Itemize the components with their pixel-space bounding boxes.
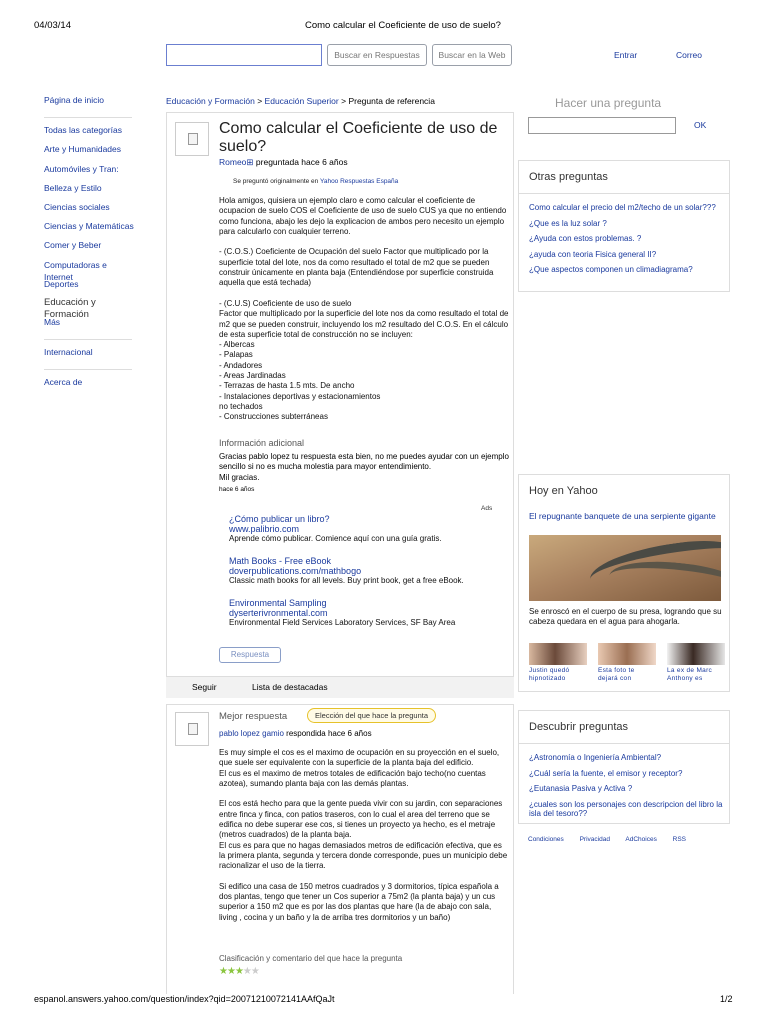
featured-list-button[interactable]: Lista de destacadas xyxy=(252,682,328,692)
original-site-link[interactable]: Yahoo Respuestas España xyxy=(319,178,399,185)
other-question-link[interactable]: ¿ayuda con teoria Fisica general II? xyxy=(529,249,657,259)
other-question-link[interactable]: ¿Que es la luz solar ? xyxy=(529,218,607,228)
ad-description: Classic math books for all levels. Buy print book, get a free eBook. xyxy=(229,576,464,585)
sidebar-item-social-sciences[interactable]: Ciencias sociales xyxy=(44,201,110,212)
breadcrumb-current: Pregunta de referencia xyxy=(348,96,435,106)
sidebar-item-food[interactable]: Comer y Beber xyxy=(44,240,102,251)
breadcrumb-separator: > xyxy=(257,96,263,106)
answerer-name[interactable]: pablo lopez gamio xyxy=(219,729,284,738)
print-title: Como calcular el Coeficiente de uso de suelo? xyxy=(305,20,501,31)
news-thumb-image xyxy=(529,643,587,665)
question-body: Hola amigos, quisiera un ejemplo claro e como calcular el coeficiente de ocupacion de suelo COS el Coeficiente de uso de suelo CUS ya que no entiendo como funciona, abajo les dejo la explicacion de ambos pero necesito un ejemplo para calcularlo con cualquier terreno. - (C.O.S.) Coeficiente de Ocupación del suelo Factor que multiplicado por la superficie total del lote, nos da como resultado el total de m2 que se pueden construir únicamente en planta baja (Entendiéndose por superficie construida aquella que está techada) - (C.U.S) Coeficiente de uso de suelo Factor que multiplicado por la superficie del lote nos da como resultado el total de m2 que se pueden construir, incluyendo los m2 resultado del C.O.S. En el cálculo de esta superficie total de construcción no se incluyen: - Albercas - Palapas - Andadores - Areas Jardinadas - Terrazas de hasta 1.5 mts. De ancho - Instalaciones deportivas y estacionamientos no techados - Construcciones subterráneas xyxy=(219,196,509,422)
sidebar-item-computers[interactable]: Computadoras e Internet xyxy=(44,259,107,282)
news-thumb[interactable] xyxy=(667,643,725,683)
answer-button[interactable]: Respuesta xyxy=(219,647,281,663)
sidebar-item-sports[interactable]: Deportes xyxy=(44,278,79,289)
login-link[interactable]: Entrar xyxy=(614,50,638,60)
star-filled-icon: ★ xyxy=(226,966,235,977)
yahoo-headline-link[interactable]: El repugnante banquete de una serpiente gigante xyxy=(529,511,716,521)
print-page-number: 1/2 xyxy=(720,994,733,1004)
best-answer-label: Mejor respuesta xyxy=(219,711,288,722)
footer-privacy-link[interactable]: Privacidad xyxy=(579,836,610,843)
sidebar-item-international[interactable]: Internacional xyxy=(44,347,93,358)
discover-title: Descubrir preguntas xyxy=(529,721,629,733)
sidebar-item-all-categories[interactable]: Todas las categorías xyxy=(44,125,122,136)
footer-terms-link[interactable]: Condiciones xyxy=(528,836,564,843)
other-question-link[interactable]: ¿Ayuda con estos problemas. ? xyxy=(529,234,642,243)
breadcrumb xyxy=(166,96,435,106)
ad-item[interactable] xyxy=(229,514,509,544)
broken-image-icon xyxy=(188,133,198,145)
ad-item[interactable] xyxy=(229,598,509,628)
ask-ok-button[interactable]: OK xyxy=(694,120,707,130)
other-question-link[interactable]: ¿Que aspectos componen un climadiagrama? xyxy=(529,265,693,274)
ad-url[interactable]: www.palibrio.com xyxy=(229,524,300,534)
search-answers-button[interactable]: Buscar en Respuestas xyxy=(327,44,427,66)
sidebar-item-more[interactable]: Más xyxy=(44,317,61,328)
follow-button[interactable]: Seguir xyxy=(192,682,217,692)
question-meta xyxy=(219,157,348,168)
original-site-note xyxy=(233,178,398,185)
breadcrumb-separator: > xyxy=(341,96,347,106)
print-date: 04/03/14 xyxy=(34,20,71,31)
discover-question-link[interactable]: ¿Astronomía o Ingeniería Ambiental? xyxy=(529,753,662,762)
rating-label: Clasificación y comentario del que hace la pregunta xyxy=(219,954,403,963)
news-thumb-image xyxy=(598,643,656,665)
yahoo-today-title: Hoy en Yahoo xyxy=(529,485,598,497)
rating-stars xyxy=(219,966,259,977)
asked-time: preguntada hace 6 años xyxy=(255,157,348,167)
question-title: Como calcular el Coeficiente de uso de suelo? xyxy=(219,120,498,155)
footer-adchoices-link[interactable]: AdChoices xyxy=(625,836,657,843)
answerer-avatar xyxy=(175,712,209,746)
sidebar-item-arts[interactable]: Arte y Humanidades xyxy=(44,144,122,155)
news-thumb[interactable] xyxy=(529,643,587,683)
footer-links xyxy=(528,836,700,843)
news-thumb[interactable] xyxy=(598,643,656,683)
ads-label: Ads xyxy=(481,505,493,512)
ad-title[interactable]: Environmental Sampling xyxy=(229,598,327,608)
star-empty-icon: ★ xyxy=(250,966,259,977)
box-divider xyxy=(519,743,729,744)
user-avatar xyxy=(175,122,209,156)
answered-time: respondida hace 6 años xyxy=(286,729,372,738)
original-prefix: Se preguntó originalmente en xyxy=(233,178,319,185)
discover-question-link[interactable]: ¿Eutanasia Pasiva y Activa ? xyxy=(529,784,633,793)
ad-url[interactable]: dyserterivronmental.com xyxy=(229,608,328,618)
ask-question-input[interactable] xyxy=(528,117,676,134)
breadcrumb-higher-education[interactable]: Educación Superior xyxy=(264,96,339,106)
news-thumb-caption[interactable]: Justin quedó hipnotizado xyxy=(529,667,570,682)
other-question-link[interactable]: Como calcular el precio del m2/techo de un solar??? xyxy=(529,203,716,212)
news-thumb-image xyxy=(667,643,725,665)
sidebar-item-cars[interactable]: Automóviles y Tran: xyxy=(44,163,119,174)
user-badge-icon: ⊞ xyxy=(246,157,254,167)
sidebar-divider xyxy=(44,117,132,118)
asker-name[interactable]: Romeo xyxy=(219,157,247,167)
additional-info-label: Información adicional xyxy=(219,438,305,448)
ad-item[interactable] xyxy=(229,556,509,586)
yahoo-today-box xyxy=(518,474,730,692)
sidebar-item-education[interactable]: Educación y Formación xyxy=(44,296,96,320)
other-questions-box xyxy=(518,160,730,292)
ad-description: Aprende cómo publicar. Comience aquí con una guía gratis. xyxy=(229,534,442,543)
other-questions-title: Otras preguntas xyxy=(529,171,608,183)
ask-question-label: Hacer una pregunta xyxy=(555,96,662,110)
answer-body: Es muy simple el cos es el maximo de ocupación en su proyección en el suelo, que suele ser equivalente con la superficie de la planta baja del edificio. El cus es el maximo de metros totales de edificación bajo techo(no cuentas azotea), sumando planta baja con las demás plantas. El cos está hecho para que la gente pueda vivir con su jardin, con separaciones entre finca y finca, con patios traseros, con lo cual el area del terreno que se edifica no debe superar ese cos, si tienes un proyecto ya hecho, es el metraje (metros cuadrados) de la planta baja. El cus es para que no hagas demasiados metros de edificación efectiva, que es la primera planta, segunda y tercera donde corresponde, pues un municipio debe racionalizar el uso de la tierra. Si edifico una casa de 150 metros cuadrados y 3 dormitorios, típica española a dos plantas, tengo que tener un Cos superior a 75m2 (la planta baja) y un cus superior a 150 m2 que es por las dos plantas que hare (la de abajo con sala, living , cocina y un baño y la de arriba tres dormitorios y un baño) xyxy=(219,748,508,922)
star-filled-icon: ★ xyxy=(219,966,227,977)
ad-description: Environmental Field Services Laboratory Services, SF Bay Area xyxy=(229,618,456,627)
discover-question-link[interactable]: ¿Cuál sería la fuente, el emisor y receptor? xyxy=(529,768,683,778)
breadcrumb-education[interactable]: Educación y Formación xyxy=(166,96,255,106)
sidebar-item-science-math[interactable]: Ciencias y Matemáticas xyxy=(44,221,134,232)
snake-news-image[interactable] xyxy=(529,535,721,601)
asker-choice-badge: Elección del que hace la pregunta xyxy=(307,708,436,723)
follow-bar xyxy=(166,676,514,698)
print-url: espanol.answers.yahoo.com/question/index?qid=20071210072141AAfQaJt xyxy=(34,994,335,1004)
additional-info-body: Gracias pablo lopez tu respuesta esta bien, no me puedes ayudar con un ejemplo sencillo si no es mucha molestia para mayor entendimiento. Mil gracias. xyxy=(219,452,509,482)
ad-title[interactable]: Math Books - Free eBook xyxy=(229,556,332,566)
search-web-button[interactable]: Buscar en la Web xyxy=(432,44,512,66)
ad-title[interactable]: ¿Cómo publicar un libro? xyxy=(229,514,330,524)
box-divider xyxy=(519,193,729,194)
sidebar-nav xyxy=(44,94,134,396)
search-input[interactable] xyxy=(166,44,322,66)
star-empty-icon: ★ xyxy=(242,966,251,977)
yahoo-headline-description: Se enroscó en el cuerpo de su presa, logrando que su cabeza quedara en el agua para ahogarla. xyxy=(529,607,722,626)
answer-meta xyxy=(219,729,372,738)
star-filled-icon: ★ xyxy=(234,966,243,977)
sidebar-item-home[interactable]: Página de inicio xyxy=(44,95,105,105)
discover-question-link[interactable]: ¿cuales son los personajes con descripcion del libro la isla del tesoro?? xyxy=(529,799,723,818)
sidebar-item-beauty[interactable]: Belleza y Estilo xyxy=(44,182,102,193)
news-thumb-caption[interactable]: Esta foto te dejará con xyxy=(598,667,635,682)
ad-url[interactable]: doverpublications.com/mathbogo xyxy=(229,566,362,576)
discover-questions-box xyxy=(518,710,730,824)
mail-link[interactable]: Correo xyxy=(676,50,702,60)
sidebar-divider xyxy=(44,369,132,370)
sidebar-item-about[interactable]: Acerca de xyxy=(44,377,83,388)
footer-rss-link[interactable]: RSS xyxy=(672,836,687,843)
sidebar-divider xyxy=(44,339,132,340)
additional-info-time: hace 6 años xyxy=(219,486,255,493)
news-thumb-caption[interactable]: La ex de Marc Anthony es xyxy=(667,667,713,682)
broken-image-icon xyxy=(188,723,198,735)
